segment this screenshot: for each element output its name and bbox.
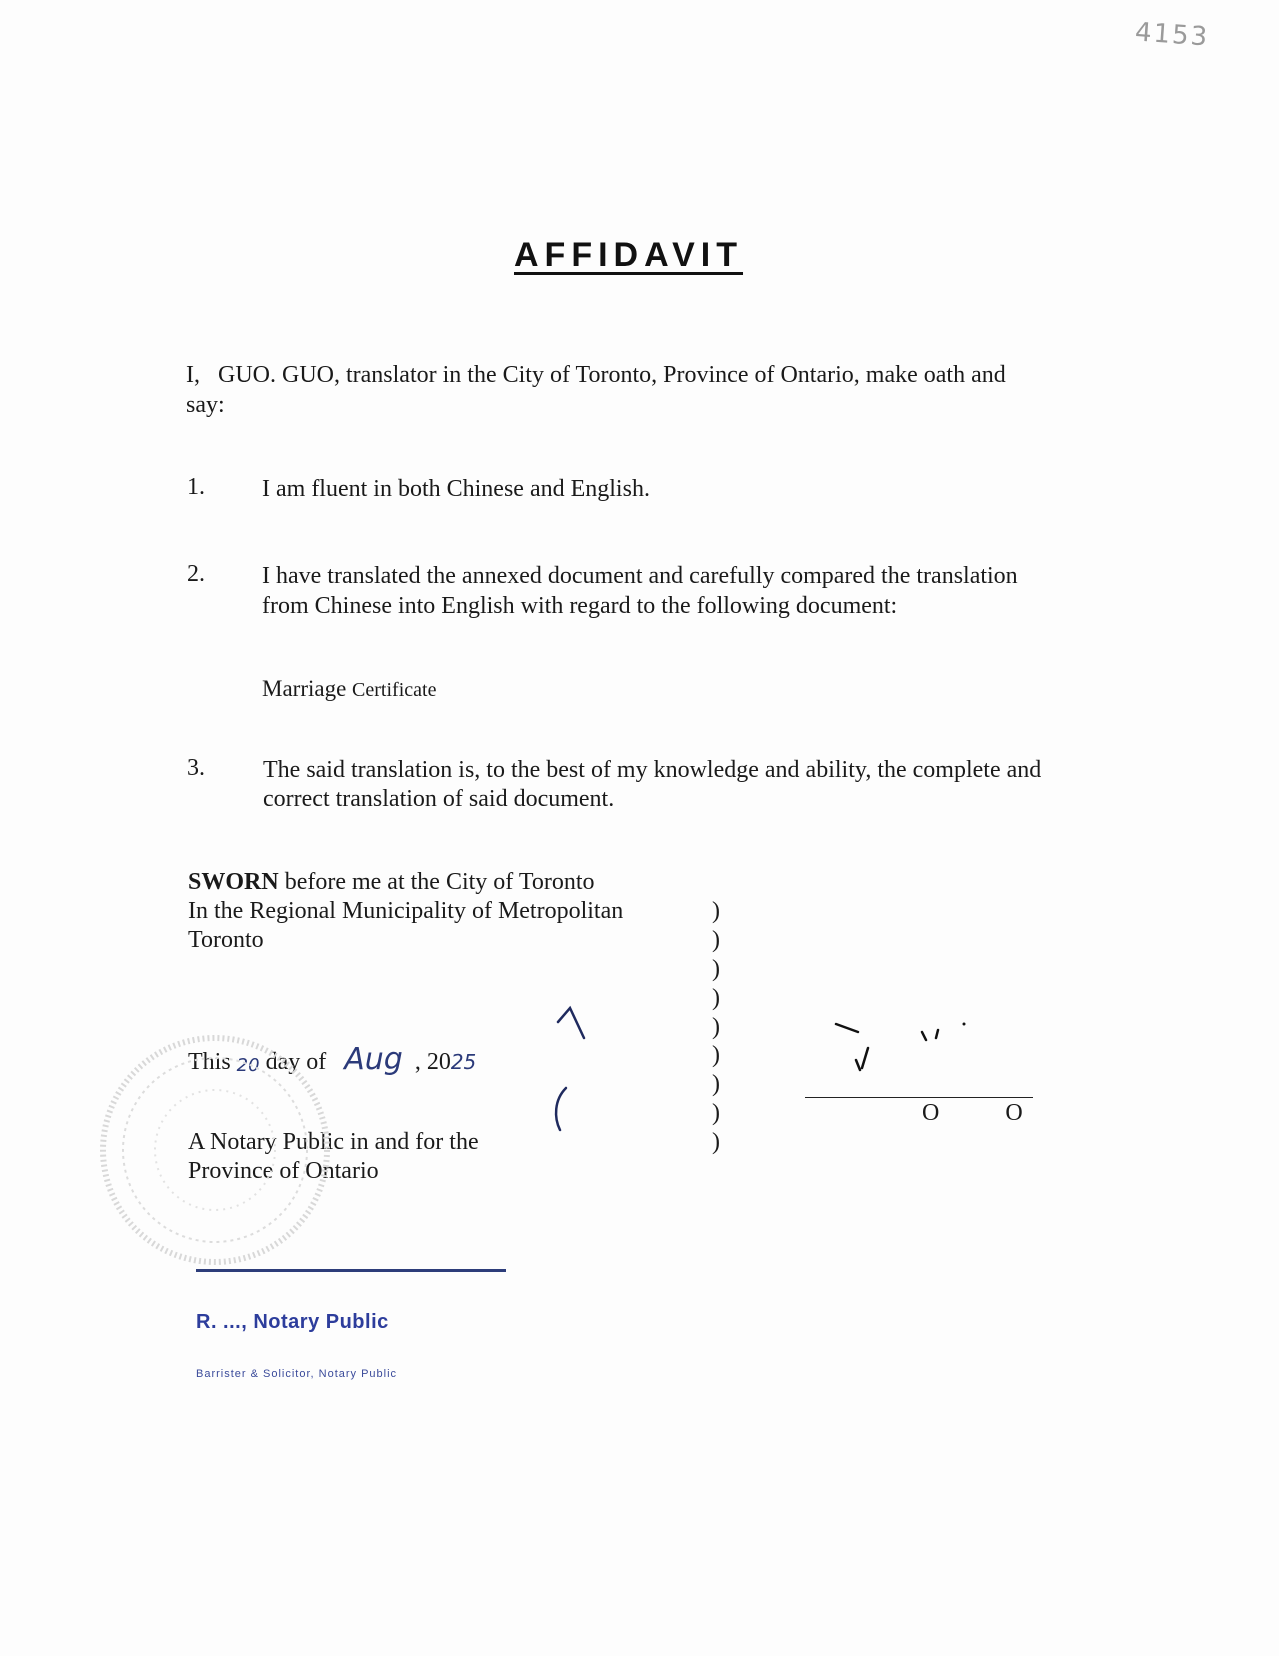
notary-line-1: A Notary Public in and for the xyxy=(188,1129,479,1155)
intro-line-1: I, GUO. GUO, translator in the City of Toronto, Province of Ontario, make oath and xyxy=(186,362,1006,388)
date-day-of: day of xyxy=(265,1049,327,1075)
item-1-text: I am fluent in both Chinese and English. xyxy=(262,476,650,502)
item-number-1: 1. xyxy=(187,474,205,500)
document-title: AFFIDAVIT xyxy=(514,236,744,274)
intro-line-2: say: xyxy=(186,392,225,418)
embossed-seal xyxy=(95,1030,335,1270)
handwritten-month: Aug xyxy=(344,1042,403,1077)
item-3-line-1: The said translation is, to the best of my knowledge and ability, the complete and xyxy=(263,757,1042,783)
handwritten-year: 25 xyxy=(450,1050,477,1074)
document-name-main: Marriage xyxy=(262,676,347,701)
jurat-line-3: Toronto xyxy=(188,927,264,953)
deponent-signature-line xyxy=(805,1097,1033,1098)
bracket-line: ) xyxy=(712,898,720,924)
bracket-line: ) xyxy=(712,927,720,953)
translated-document-name xyxy=(262,676,436,702)
handwriting-strokes xyxy=(540,1000,620,1140)
bracket-line: ) xyxy=(712,985,720,1011)
item-2-line-1: I have translated the annexed document and carefully compared the translation xyxy=(262,563,1018,589)
bracket-line: ) xyxy=(712,1100,720,1126)
bracket-line: ) xyxy=(712,1129,720,1155)
document-name-small: Certificate xyxy=(352,679,437,701)
item-3-line-2: correct translation of said document. xyxy=(263,786,615,812)
date-year-prefix: , 20 xyxy=(414,1049,451,1075)
date-this: This xyxy=(188,1049,231,1075)
bracket-line: ) xyxy=(712,1014,720,1040)
notary-line-2: Province of Ontario xyxy=(188,1158,379,1184)
jurat-line-1 xyxy=(188,869,594,896)
notary-signature-line xyxy=(196,1269,506,1272)
item-number-3: 3. xyxy=(187,755,205,781)
item-2-line-2: from Chinese into English with regard to the following document: xyxy=(262,593,898,619)
notary-stamp-detail: Barrister & Solicitor, Notary Public xyxy=(196,1368,398,1380)
notary-stamp-name: R. ..., Notary Public xyxy=(196,1311,389,1333)
handwritten-day: 20 xyxy=(236,1055,260,1076)
bracket-line: ) xyxy=(712,1071,720,1097)
bracket-line: ) xyxy=(712,956,720,982)
deponent-initials: O O xyxy=(922,1100,1053,1126)
page-number-mark: 4153 xyxy=(1134,17,1211,53)
deponent-signature xyxy=(800,1010,1030,1090)
bracket-line: ) xyxy=(712,1042,720,1068)
jurat-line-2: In the Regional Municipality of Metropolitan xyxy=(188,898,624,924)
sworn-rest: before me at the City of Toronto xyxy=(278,869,595,895)
sworn-label: SWORN xyxy=(188,869,279,895)
item-number-2: 2. xyxy=(187,561,205,587)
